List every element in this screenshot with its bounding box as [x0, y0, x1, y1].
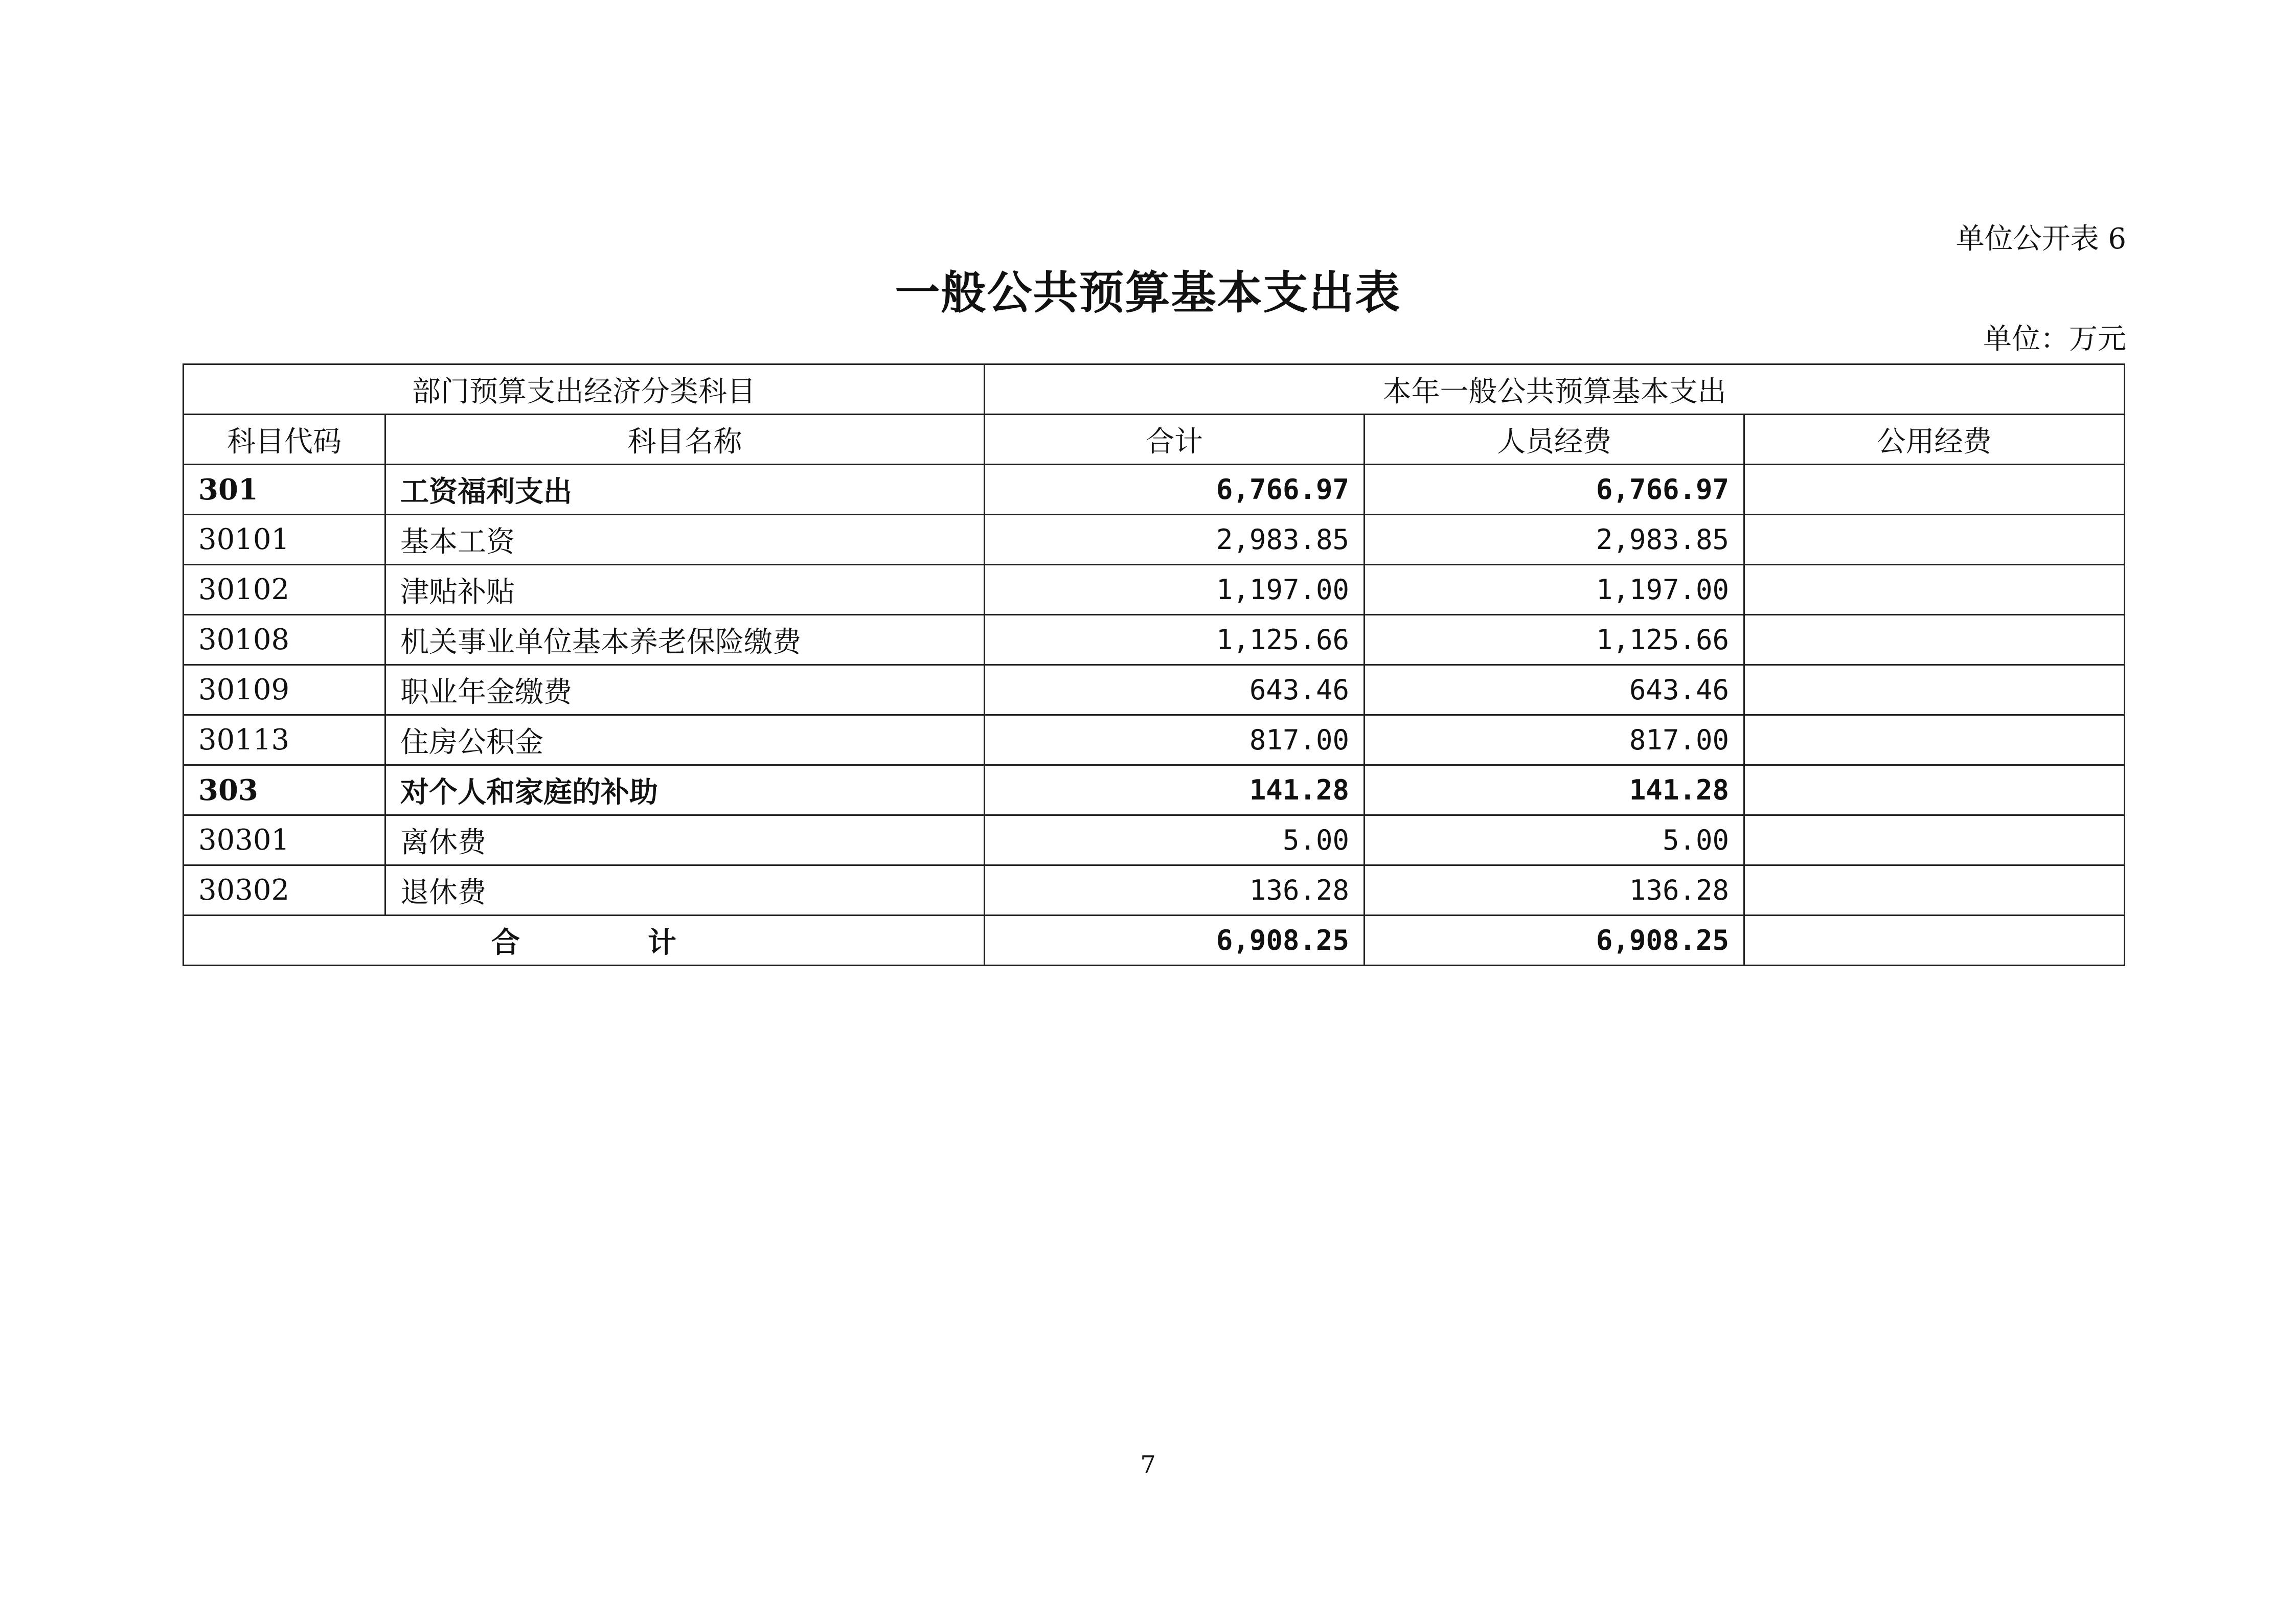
group-header-current-year: 本年一般公共预算基本支出 [985, 364, 2125, 415]
row-name: 对个人和家庭的补助 [385, 765, 985, 815]
row-personnel: 6,766.97 [1365, 465, 1744, 515]
row-personnel: 643.46 [1365, 665, 1744, 715]
row-personnel: 5.00 [1365, 815, 1744, 865]
row-total: 5.00 [985, 815, 1365, 865]
row-code: 30108 [184, 615, 385, 665]
row-total: 141.28 [985, 765, 1365, 815]
total-row-personnel: 6,908.25 [1365, 916, 1744, 966]
row-total: 6,766.97 [985, 465, 1365, 515]
column-header-total: 合计 [985, 415, 1365, 465]
budget-table [183, 363, 2125, 966]
row-code: 30102 [184, 565, 385, 615]
row-name: 职业年金缴费 [385, 665, 985, 715]
row-name: 基本工资 [385, 515, 985, 565]
column-header-personnel: 人员经费 [1365, 415, 1744, 465]
total-label-part2: 计 [648, 925, 676, 959]
table-row [184, 765, 2125, 815]
row-personnel: 1,197.00 [1365, 565, 1744, 615]
row-public [1744, 665, 2125, 715]
row-public [1744, 465, 2125, 515]
row-personnel: 817.00 [1365, 715, 1744, 765]
row-name: 离休费 [385, 815, 985, 865]
total-row-public [1744, 916, 2125, 966]
row-total: 1,125.66 [985, 615, 1365, 665]
table-row [184, 565, 2125, 615]
column-header-public: 公用经费 [1744, 415, 2125, 465]
total-label-part1: 合 [491, 925, 520, 959]
row-public [1744, 715, 2125, 765]
table-row [184, 865, 2125, 916]
row-public [1744, 865, 2125, 916]
total-label [184, 916, 985, 966]
row-code: 30109 [184, 665, 385, 715]
row-public [1744, 815, 2125, 865]
row-total: 817.00 [985, 715, 1365, 765]
row-code: 30302 [184, 865, 385, 916]
row-name: 津贴补贴 [385, 565, 985, 615]
row-personnel: 1,125.66 [1365, 615, 1744, 665]
row-code: 30113 [184, 715, 385, 765]
table-row [184, 665, 2125, 715]
group-header-classification: 部门预算支出经济分类科目 [184, 364, 985, 415]
table-row [184, 615, 2125, 665]
row-total: 643.46 [985, 665, 1365, 715]
row-personnel: 2,983.85 [1365, 515, 1744, 565]
page-title: 一般公共预算基本支出表 [895, 266, 1401, 319]
column-header-name: 科目名称 [385, 415, 985, 465]
row-personnel: 136.28 [1365, 865, 1744, 916]
table-row [184, 715, 2125, 765]
row-public [1744, 615, 2125, 665]
total-row [184, 916, 2125, 966]
row-total: 2,983.85 [985, 515, 1365, 565]
column-header-row [184, 415, 2125, 465]
row-name: 机关事业单位基本养老保险缴费 [385, 615, 985, 665]
total-row-total: 6,908.25 [985, 916, 1365, 966]
row-name: 工资福利支出 [385, 465, 985, 515]
row-code: 30301 [184, 815, 385, 865]
row-code: 301 [184, 465, 385, 515]
group-header-row [184, 364, 2125, 415]
row-name: 住房公积金 [385, 715, 985, 765]
page-number: 7 [1140, 1451, 1156, 1479]
table-row [184, 815, 2125, 865]
row-name: 退休费 [385, 865, 985, 916]
row-code: 30101 [184, 515, 385, 565]
row-total: 1,197.00 [985, 565, 1365, 615]
row-total: 136.28 [985, 865, 1365, 916]
row-public [1744, 515, 2125, 565]
table-row [184, 465, 2125, 515]
table-label: 单位公开表 6 [1956, 222, 2126, 256]
column-header-code: 科目代码 [184, 415, 385, 465]
row-personnel: 141.28 [1365, 765, 1744, 815]
table-row [184, 515, 2125, 565]
unit-label: 单位：万元 [1983, 323, 2126, 356]
row-code: 303 [184, 765, 385, 815]
row-public [1744, 765, 2125, 815]
row-public [1744, 565, 2125, 615]
